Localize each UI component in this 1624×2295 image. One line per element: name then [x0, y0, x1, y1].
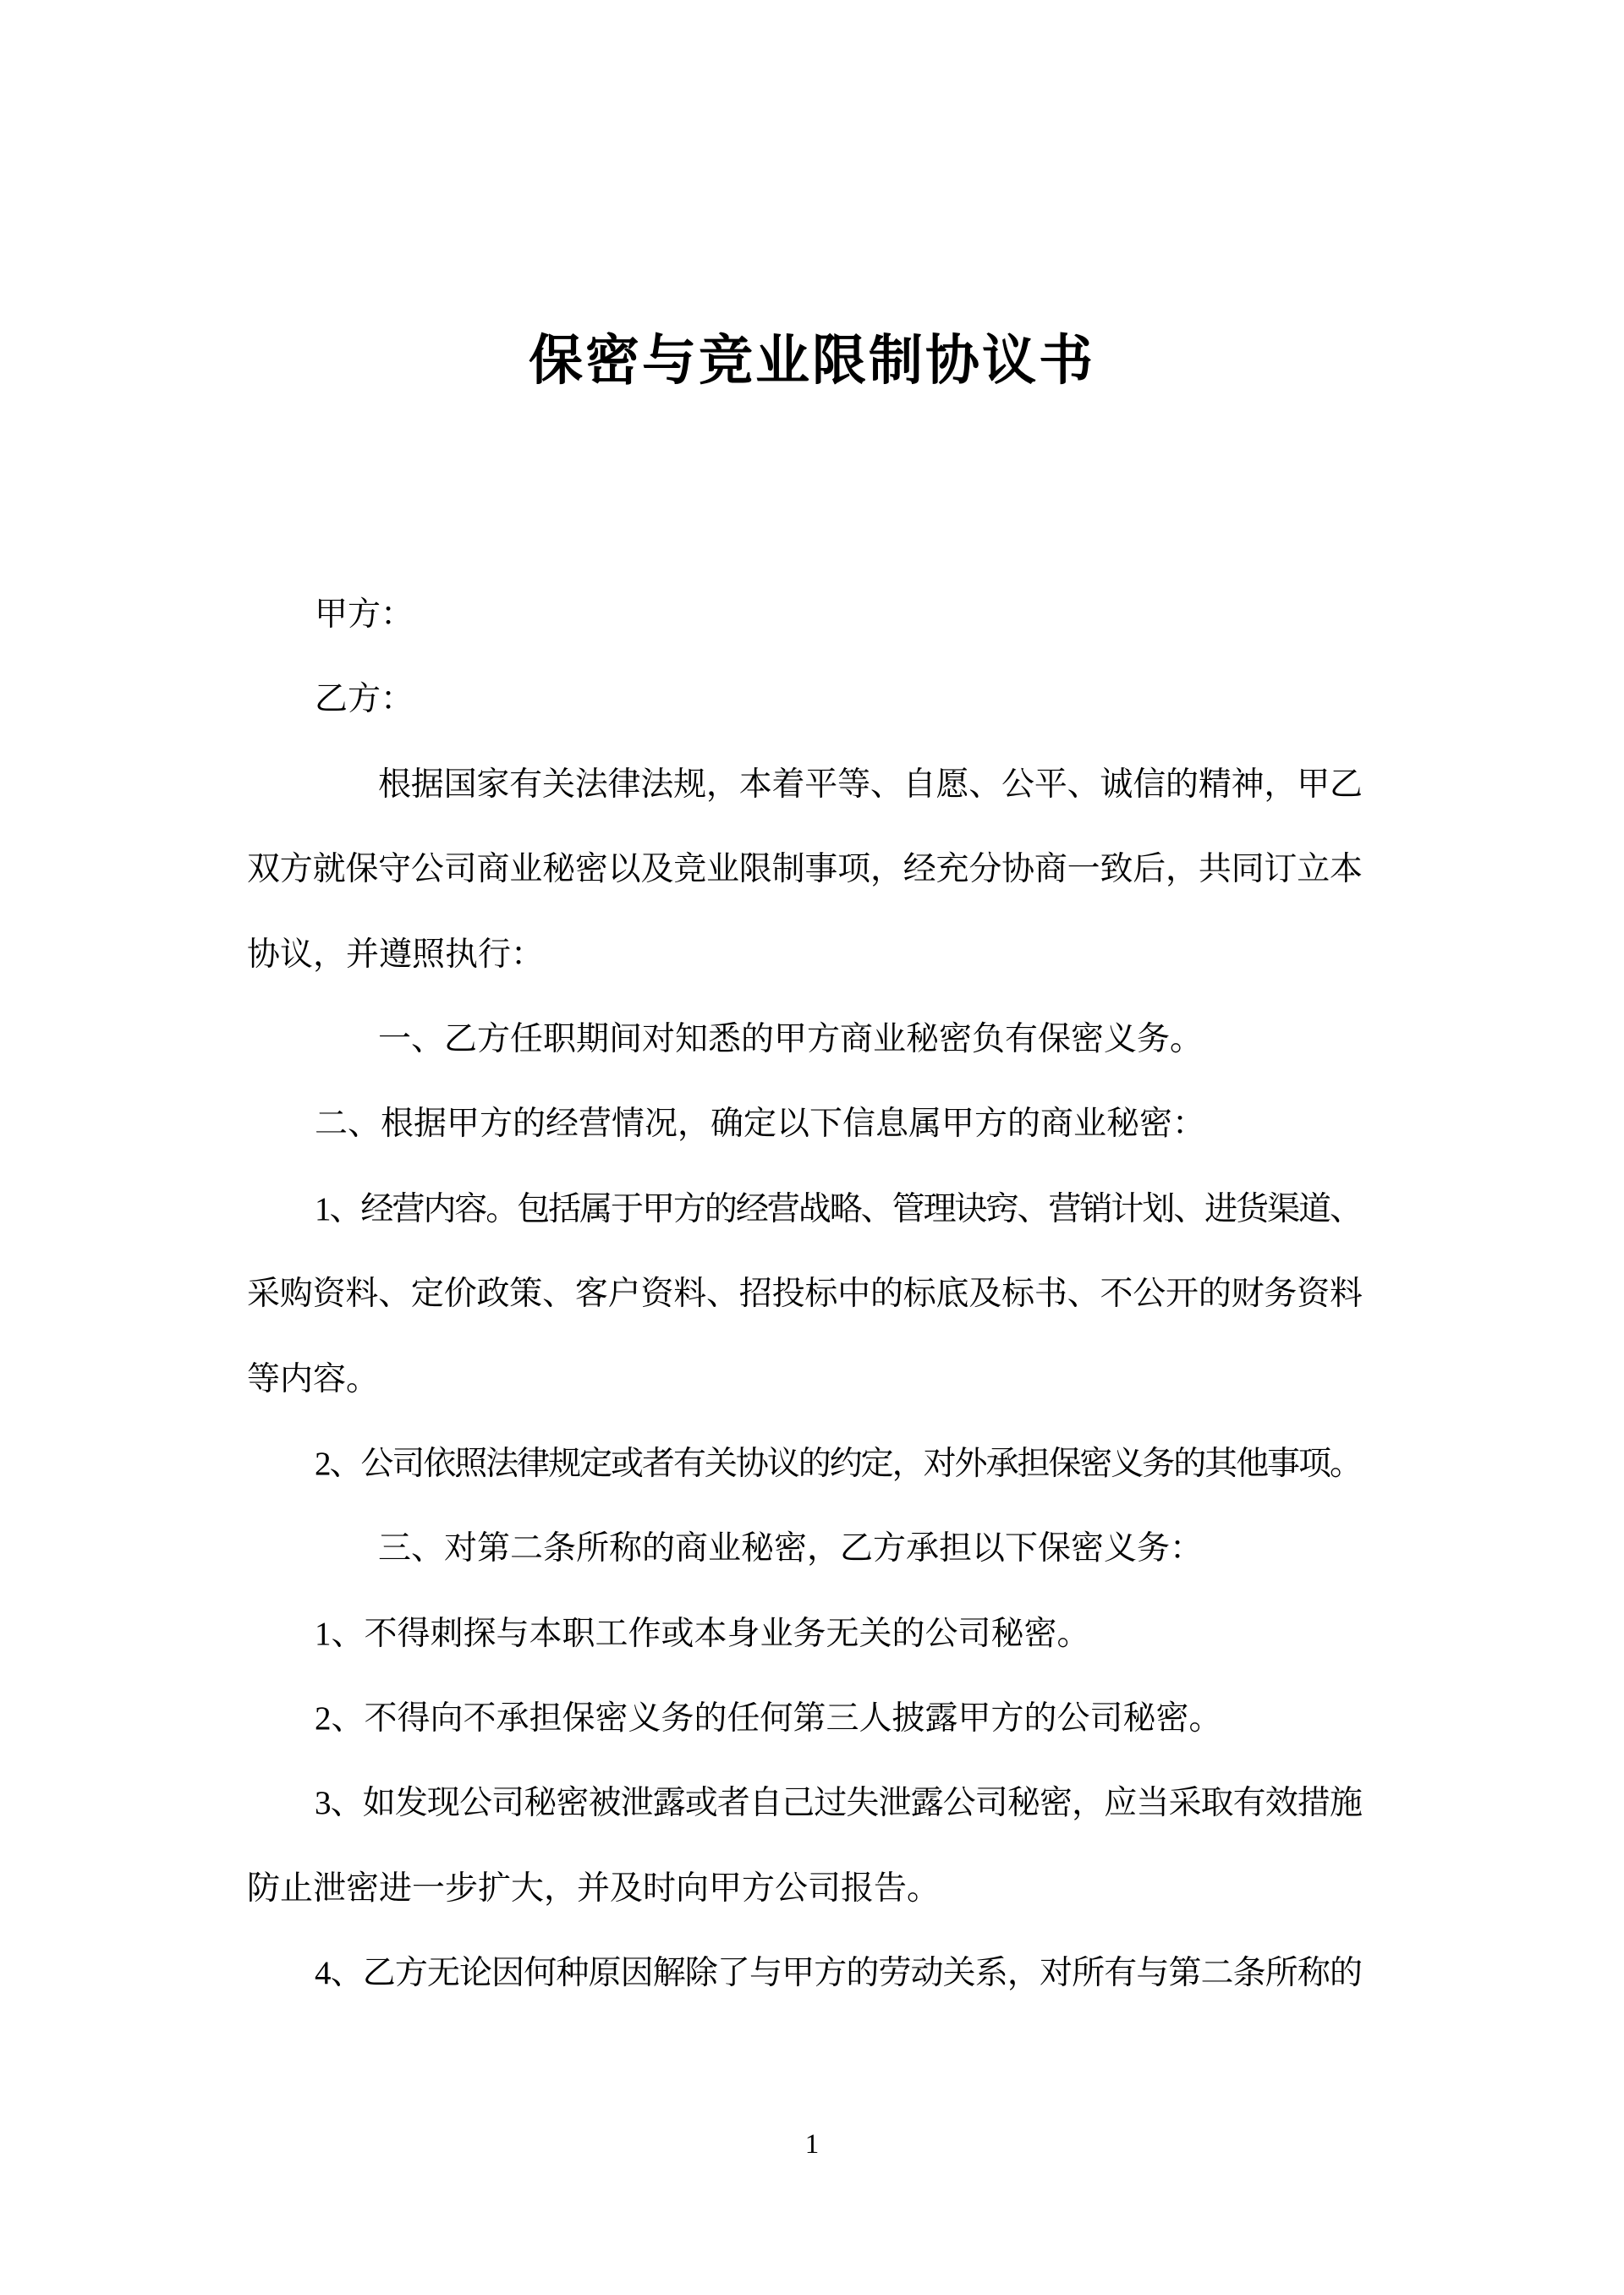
page-number: 1 — [804, 2129, 820, 2160]
text-line: 乙方： — [315, 681, 414, 718]
text-line: 防止泄密进一步扩大，并及时向甲方公司报告。 — [247, 1869, 941, 1907]
text-line: 3、如发现公司秘密被泄露或者自己过失泄露公司秘密，应当采取有效措施 — [315, 1785, 1360, 1822]
text-line: 2、公司依照法律规定或者有关协议的约定，对外承担保密义务的其他事项。 — [315, 1445, 1360, 1482]
text-line: 根据国家有关法律法规，本着平等、自愿、公平、诚信的精神，甲乙 — [378, 766, 1360, 803]
document-title: 保密与竞业限制协议书 — [529, 331, 1095, 391]
text-line: 采购资料、定价政策、客户资料、招投标中的标底及标书、不公开的财务资料 — [247, 1276, 1360, 1313]
text-line: 1、不得刺探与本职工作或本身业务无关的公司秘密。 — [315, 1615, 1090, 1652]
text-line: 双方就保守公司商业秘密以及竞业限制事项，经充分协商一致后，共同订立本 — [247, 851, 1360, 888]
text-line: 三、对第二条所称的商业秘密，乙方承担以下保密义务： — [378, 1530, 1204, 1568]
text-line: 二、根据甲方的经营情况，确定以下信息属甲方的商业秘密： — [315, 1106, 1206, 1143]
text-line: 协议，并遵照执行： — [247, 936, 545, 973]
text-line: 2、不得向不承担保密义务的任何第三人披露甲方的公司秘密。 — [315, 1700, 1222, 1738]
text-line: 甲方： — [315, 596, 414, 633]
text-line: 等内容。 — [247, 1360, 380, 1397]
text-line: 1、经营内容。包括属于甲方的经营战略、管理诀窍、营销计划、进货渠道、 — [315, 1190, 1360, 1227]
text-line: 4、乙方无论因何种原因解除了与甲方的劳动关系，对所有与第二条所称的 — [315, 1955, 1360, 1992]
document-body — [247, 573, 1360, 2017]
text-line: 一、乙方任职期间对知悉的甲方商业秘密负有保密义务。 — [378, 1020, 1204, 1057]
